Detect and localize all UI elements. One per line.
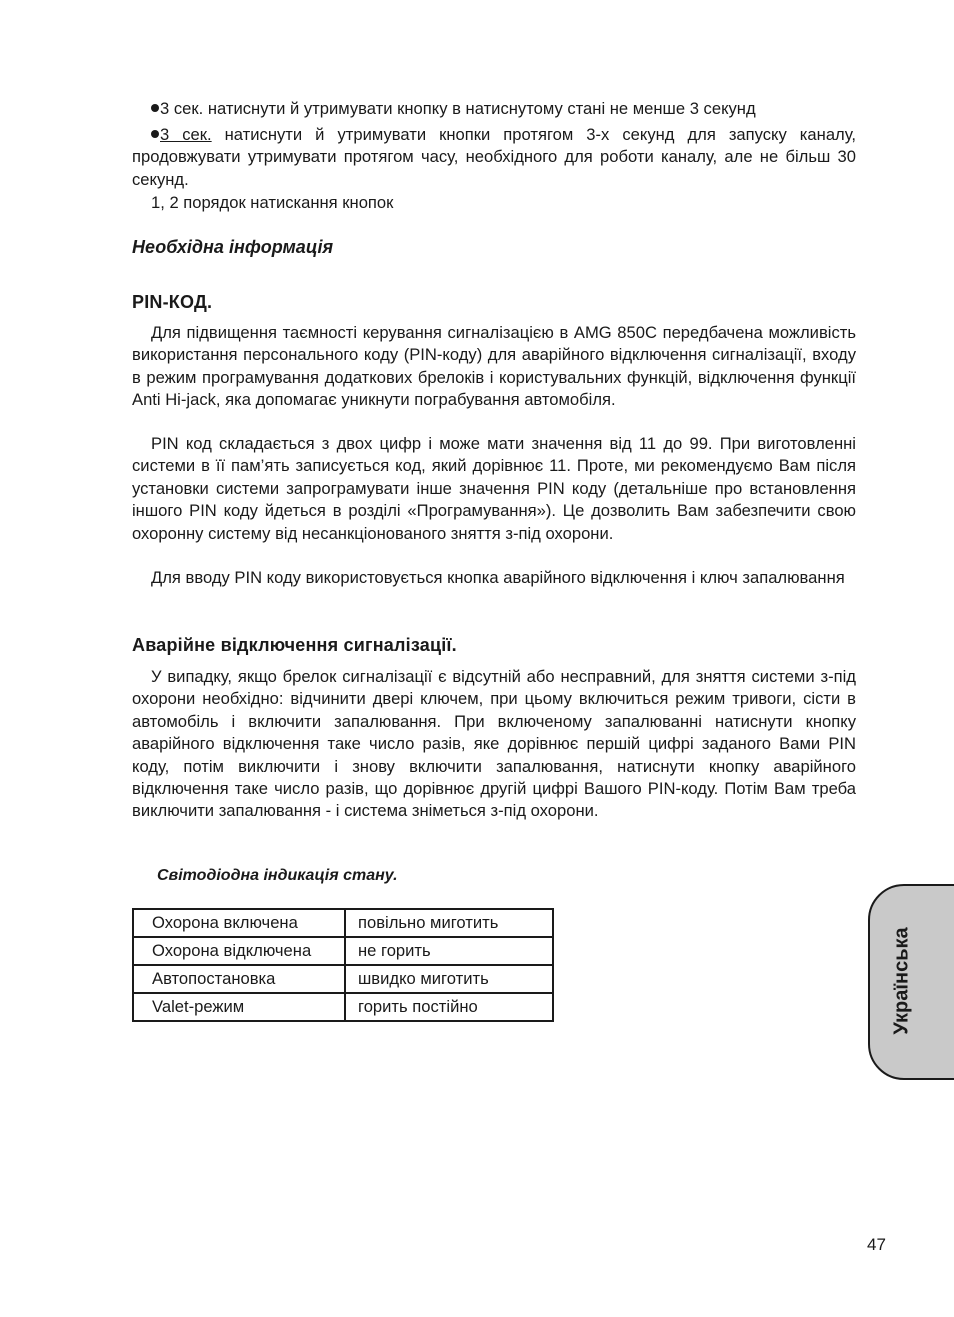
pin-paragraph-3: Для вводу PIN коду використовується кнопка аварійного відключення і ключ запалювання — [151, 568, 845, 587]
table-row — [133, 993, 553, 1021]
table-row — [133, 937, 553, 965]
indication-cell: не горить — [345, 937, 553, 965]
indication-cell: горить постійно — [345, 993, 553, 1021]
indication-cell: повільно миготить — [345, 909, 553, 937]
section-title: Необхідна інформація — [132, 237, 334, 257]
emergency-heading: Аварійне відключення сигналізації. — [132, 635, 457, 655]
bullet2-text: натиснути й утримувати кнопки протягом 3-х секунд для запуску каналу, продовжувати утримувати протягом часу, необхідного для роботи каналу, але не більш 30 секунд. — [132, 125, 856, 189]
pin-heading: PIN-КОД. — [132, 292, 213, 312]
state-cell: Охорона відключена — [133, 937, 345, 965]
bullet2-label: 3 сек. — [160, 125, 212, 144]
pin-paragraph-2: PIN код складається з двох цифр і може мати значення від 11 до 99. При виготовленні системи в її пам’ять записується код, який дорівнює 11. Проте, ми рекомендуємо Вам після установки системи запрограмувати інше значення PIN коду (детальніше про встановлення іншого PIN коду йдеться в розділі «Програмування»). Це дозволить Вам забезпечити свою охоронну систему від несанкціонованого зняття з-під охорони. — [132, 434, 856, 543]
table-row — [133, 965, 553, 993]
state-cell: Автопостановка — [133, 965, 345, 993]
emergency-paragraph: У випадку, якщо брелок сигналізації є відсутній або несправний, для зняття системи з-під охорони необхідно: відчинити двері ключем, при цьому включиться режим тривоги, сісти в автомобіль і включити запалювання. При включеному запалюванні натиснути кнопку аварійного відключення таке число разів, яке дорівнює першій цифрі заданого Вами PIN коду, потім виключити і знову включити запалювання, натиснути кнопку аварійного відключення таке число разів, що дорівнює другій цифрі Вашого PIN-коду. Потім Вам треба виключити запалювання - і система зніметься з-під охорони. — [132, 667, 856, 821]
table-row — [133, 909, 553, 937]
bullet-dot-icon — [151, 104, 159, 112]
bullet-dot-icon — [151, 130, 159, 138]
bullet-paragraph-2 — [132, 124, 856, 191]
state-cell: Охорона включена — [133, 909, 345, 937]
order-note: 1, 2 порядок натискання кнопок — [151, 193, 394, 212]
page-number: 47 — [867, 1235, 886, 1254]
indication-cell: швидко миготить — [345, 965, 553, 993]
state-cell: Valet-режим — [133, 993, 345, 1021]
language-side-tab-label: Українська — [890, 927, 913, 1035]
bullet-line-1 — [151, 98, 756, 120]
led-heading: Світодіодна індикація стану. — [157, 867, 398, 884]
pin-paragraph-1: Для підвищення таємності керування сигналізацією в AMG 850C передбачена можливість використання персонального коду (PIN-коду) для аварійного відключення сигналізації, входу в режим програмування додаткових брелоків і користувальних функцій, відключення функції Anti Hi-jack, яка допомагає уникнути пограбування автомобіля. — [132, 323, 856, 410]
bullet1-label: 3 сек. — [160, 99, 204, 118]
bullet1-text: натиснути й утримувати кнопку в натиснутому стані не менше 3 секунд — [203, 99, 756, 118]
led-status-table — [132, 908, 554, 1022]
